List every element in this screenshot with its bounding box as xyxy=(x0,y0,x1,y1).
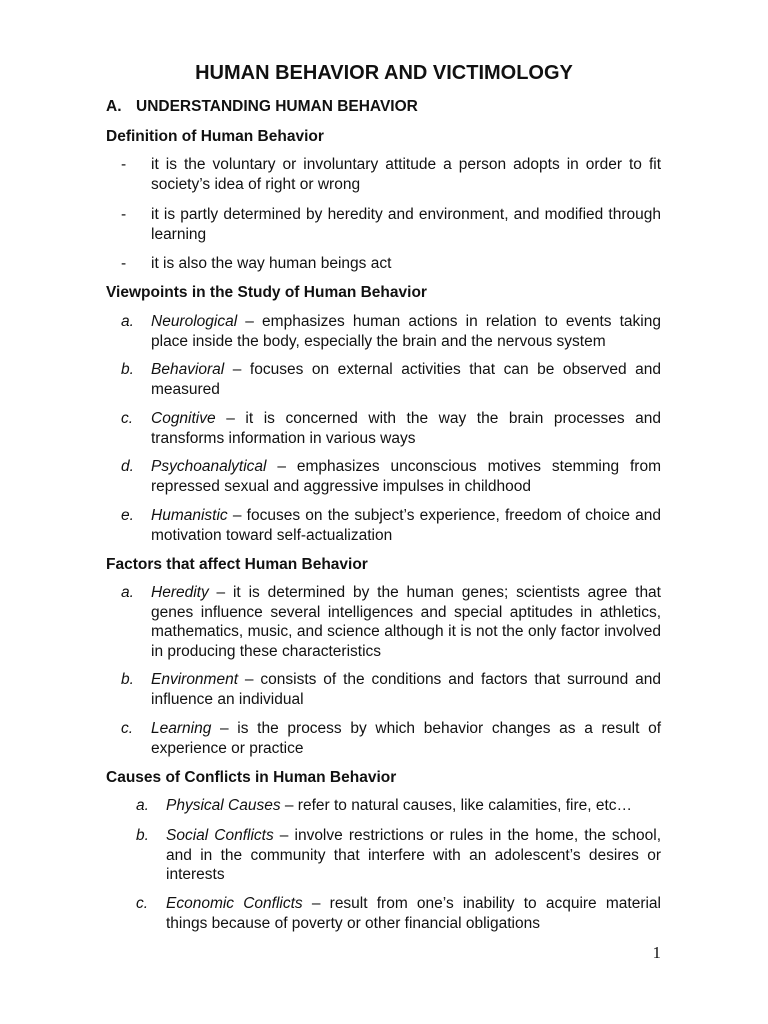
conflicts-heading: Causes of Conflicts in Human Behavior xyxy=(106,769,397,786)
definition-item xyxy=(121,155,661,194)
conflict-item xyxy=(136,826,661,885)
viewpoint-term: Psychoanalytical xyxy=(151,458,267,475)
viewpoints-heading: Viewpoints in the Study of Human Behavior xyxy=(106,284,427,301)
viewpoint-description: – emphasizes human actions in relation to events taking place inside the body, especially the brain and the nervous system xyxy=(151,313,661,350)
definition-text: it is also the way human beings act xyxy=(151,255,392,272)
viewpoint-term: Neurological xyxy=(151,313,238,330)
viewpoint-term: Behavioral xyxy=(151,361,225,378)
list-marker: a. xyxy=(136,797,149,814)
document-title: HUMAN BEHAVIOR AND VICTIMOLOGY xyxy=(195,62,573,84)
viewpoint-item xyxy=(121,506,661,545)
viewpoint-description: – focuses on external activities that can be observed and measured xyxy=(151,361,661,398)
viewpoint-item xyxy=(121,409,661,448)
list-marker: c. xyxy=(121,410,134,427)
definition-heading: Definition of Human Behavior xyxy=(106,128,324,145)
conflict-item xyxy=(136,894,661,933)
list-marker: a. xyxy=(121,584,134,601)
bullet-marker: - xyxy=(121,156,127,173)
factor-description: – is the process by which behavior changes as a result of experience or practice xyxy=(151,720,661,757)
conflict-term: Economic Conflicts xyxy=(166,895,303,912)
factors-heading: Factors that affect Human Behavior xyxy=(106,556,368,573)
list-marker: c. xyxy=(121,720,134,737)
list-marker: a. xyxy=(121,313,134,330)
viewpoint-description: – emphasizes unconscious motives stemming from repressed sexual and aggressive impulses in childhood xyxy=(151,458,661,495)
page-number: 1 xyxy=(652,943,661,962)
viewpoint-item xyxy=(121,457,661,496)
list-marker: b. xyxy=(136,827,149,844)
bullet-marker: - xyxy=(121,255,127,272)
section-number: A. xyxy=(106,98,122,115)
definition-text: it is partly determined by heredity and environment, and modified through learning xyxy=(151,206,661,243)
factor-item xyxy=(121,583,661,661)
factor-description: – consists of the conditions and factors that surround and influence an individual xyxy=(151,671,661,708)
bullet-marker: - xyxy=(121,206,127,223)
viewpoint-description: – focuses on the subject’s experience, freedom of choice and motivation toward self-actualization xyxy=(151,507,661,544)
viewpoint-term: Cognitive xyxy=(151,410,216,427)
section-label: UNDERSTANDING HUMAN BEHAVIOR xyxy=(136,98,418,115)
factor-term: Learning xyxy=(151,720,212,737)
list-marker: b. xyxy=(121,671,134,688)
viewpoint-description: – it is concerned with the way the brain processes and transforms information in various ways xyxy=(151,410,661,447)
conflict-item xyxy=(136,796,661,816)
definition-text: it is the voluntary or involuntary attitude a person adopts in order to fit society’s idea of right or wrong xyxy=(151,156,661,193)
factor-item xyxy=(121,719,661,758)
list-marker: d. xyxy=(121,458,134,475)
conflict-description: – refer to natural causes, like calamities, fire, etc… xyxy=(280,797,633,814)
viewpoint-item xyxy=(121,312,661,351)
definition-item xyxy=(121,254,661,274)
conflict-term: Physical Causes xyxy=(166,797,281,814)
definition-item xyxy=(121,205,661,244)
conflict-description: – result from one’s inability to acquire material things because of poverty or other financial obligations xyxy=(166,895,661,932)
conflict-term: Social Conflicts xyxy=(166,827,274,844)
factor-term: Heredity xyxy=(151,584,209,601)
factor-item xyxy=(121,670,661,709)
section-heading xyxy=(106,97,418,116)
factor-term: Environment xyxy=(151,671,239,688)
list-marker: e. xyxy=(121,507,134,524)
viewpoint-item xyxy=(121,360,661,399)
viewpoint-term: Humanistic xyxy=(151,507,228,524)
factor-description: – it is determined by the human genes; scientists agree that genes influence several intelligences and special aptitudes in athletics, mathematics, music, and science although it is not the only factor involved in producing these characteristics xyxy=(151,584,661,660)
list-marker: c. xyxy=(136,895,149,912)
list-marker: b. xyxy=(121,361,134,378)
conflict-description: – involve restrictions or rules in the home, the school, and in the community that interfere with an adolescent’s desires or interests xyxy=(166,827,661,883)
